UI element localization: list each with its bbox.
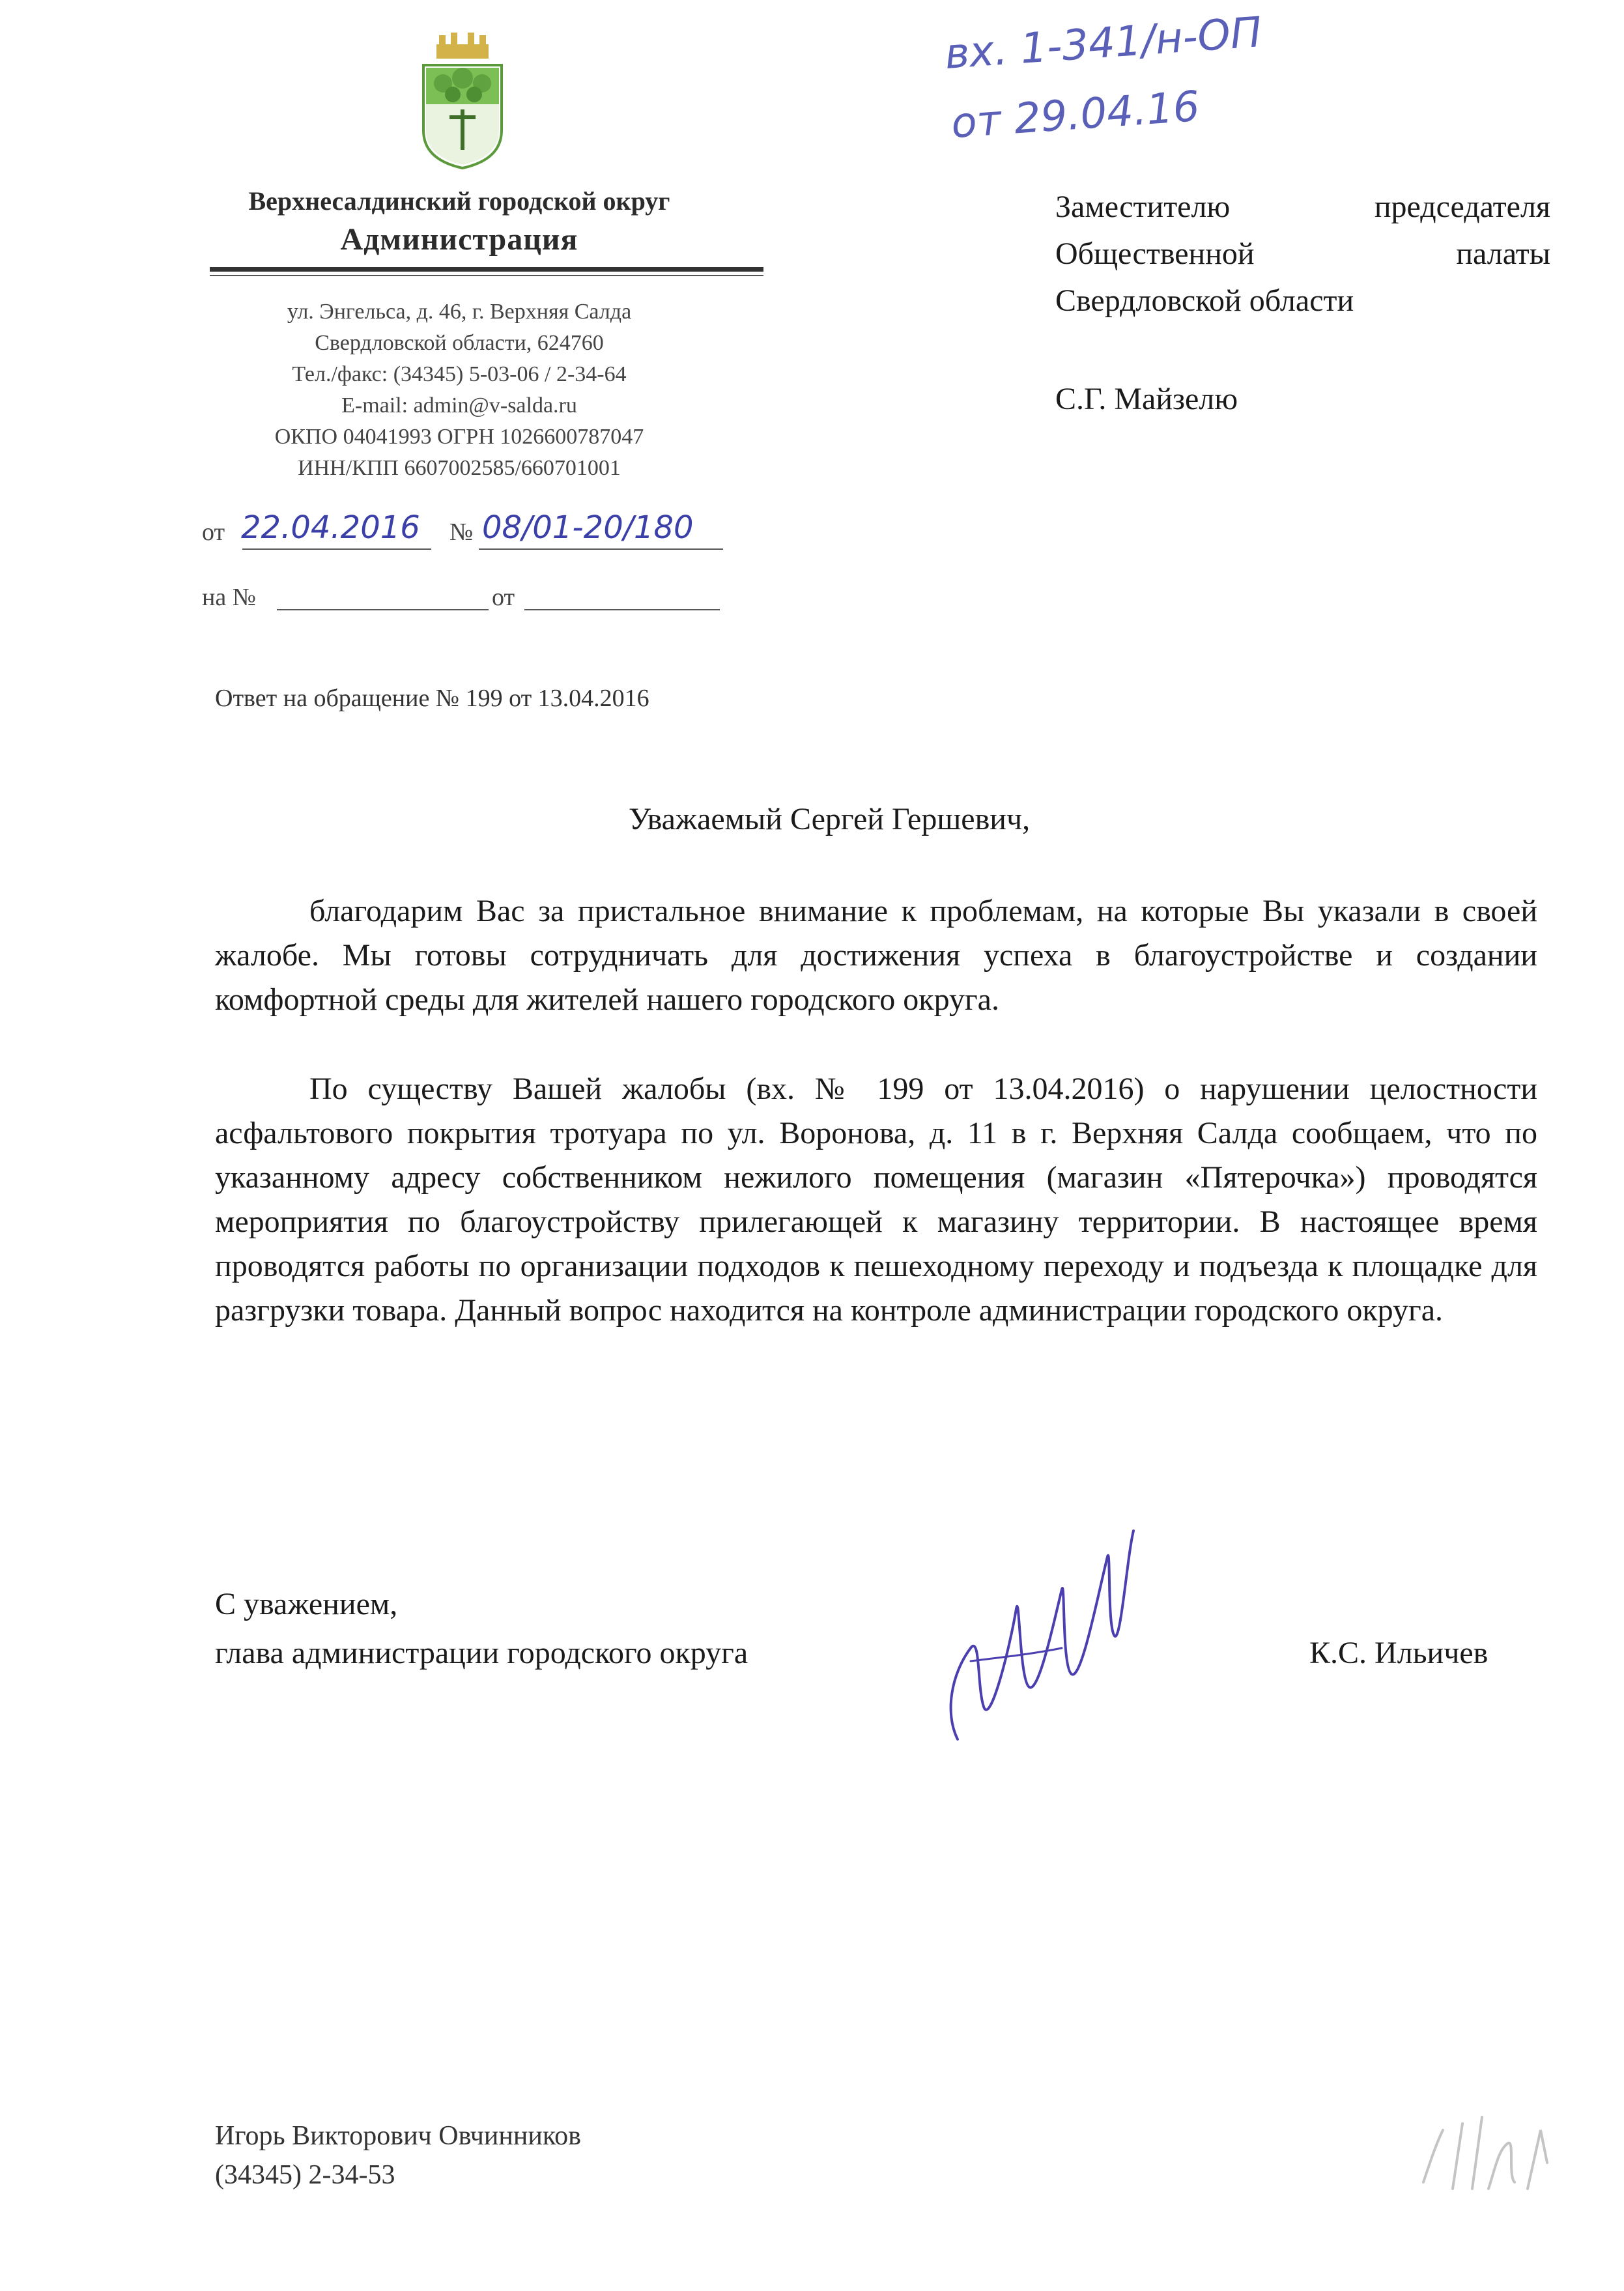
- paragraph-text: благодарим Вас за пристальное внимание к проблемам, на которые Вы указали в своей жалобе. Мы готовы сотрудничать для достижения успеха в благоустройстве и создании комфортной среды для жителей нашего городского округа.: [215, 894, 1537, 1017]
- incoming-stamp-number: вх. 1-341/н-ОП: [943, 8, 1264, 79]
- out-number-handwritten: 08/01-20/180: [482, 509, 694, 546]
- address-line: ОКПО 04041993 ОГРН 1026600787047: [274, 425, 644, 449]
- ref-from-prefix: от: [492, 584, 515, 611]
- coat-of-arms-icon: [417, 33, 508, 169]
- addressee-line: Общественной палаты: [1055, 236, 1550, 271]
- body-paragraph: [215, 889, 1537, 1022]
- signature-icon: [932, 1518, 1140, 1752]
- address-line: ИНН/КПП 6607002585/660701001: [298, 456, 621, 480]
- closing-regards: С уважением,: [215, 1587, 398, 1621]
- out-date-prefix: от: [202, 519, 225, 546]
- signer-name: К.С. Ильичев: [1309, 1636, 1489, 1670]
- addressee-line: Свердловской области: [1055, 283, 1354, 318]
- ref-prefix: на №: [202, 584, 256, 611]
- out-number-prefix: №: [449, 519, 474, 546]
- fill-line: [277, 609, 489, 610]
- header-divider: [210, 267, 763, 272]
- fill-line: [524, 609, 720, 610]
- fill-line: [479, 548, 723, 550]
- paragraph-text: По существу Вашей жалобы (вх. № 199 от 13.04.2016) о нарушении целостности асфальтового покрытия тротуара по ул. Воронова, д. 11 в г. Верхняя Салда сообщаем, что по указанному адресу собственником нежилого помещения (магазин «Пятерочка») проводятся мероприятия по благоустройству прилегающей к магазину территории. В настоящее время проводятся работы по организации подходов к пешеходному переходу и подъезда к площадке для разгрузки товара. Данный вопрос находится на контроле администрации городского округа.: [215, 1072, 1537, 1328]
- addressee-line: Заместителю председателя: [1055, 190, 1550, 224]
- org-admin-title: Администрация: [340, 222, 578, 257]
- address-line: E-mail: admin@v-salda.ru: [341, 393, 577, 418]
- body-paragraph: [215, 1067, 1537, 1333]
- org-name: Верхнесалдинский городской округ: [248, 186, 670, 216]
- address-line: ул. Энгельса, д. 46, г. Верхняя Салда: [287, 300, 632, 324]
- address-line: Тел./факс: (34345) 5-03-06 / 2-34-64: [292, 362, 627, 386]
- executor-name: Игорь Викторович Овчинников: [215, 2121, 581, 2151]
- addressee-name: С.Г. Майзелю: [1055, 382, 1238, 416]
- address-line: Свердловской области, 624760: [315, 331, 604, 355]
- signer-position: глава администрации городского округа: [215, 1636, 748, 1670]
- incoming-stamp-date: от 29.04.16: [949, 82, 1201, 149]
- initials-mark-icon: [1417, 2104, 1560, 2195]
- fill-line: [242, 548, 431, 550]
- reply-reference: Ответ на обращение № 199 от 13.04.2016: [215, 685, 649, 712]
- out-date-handwritten: 22.04.2016: [241, 509, 420, 546]
- header-divider-thin: [210, 275, 763, 276]
- executor-phone: (34345) 2-34-53: [215, 2160, 395, 2190]
- salutation: Уважаемый Сергей Гершевич,: [629, 802, 1031, 836]
